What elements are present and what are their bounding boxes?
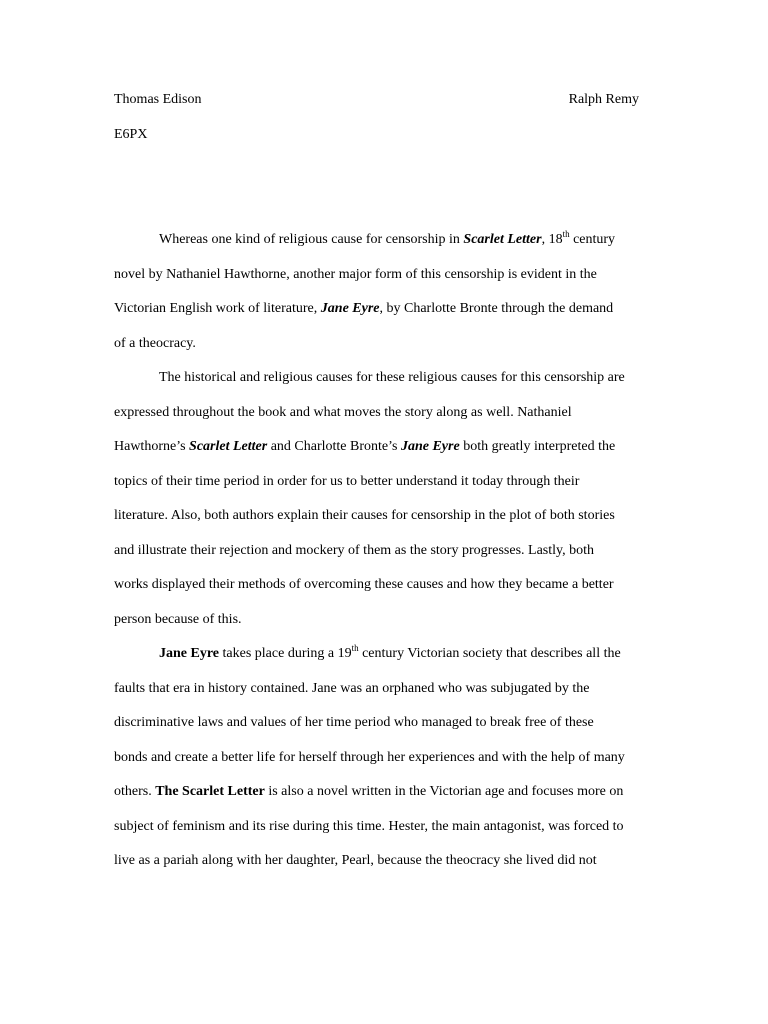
superscript-text: th <box>351 643 359 653</box>
superscript-text: th <box>562 229 570 239</box>
line-text: Victorian English work of literature, <box>114 301 321 316</box>
essay-line <box>114 396 655 431</box>
essay-line <box>114 223 655 258</box>
line-text: and illustrate their rejection and mockery of them as the story progresses. Lastly, both <box>114 542 595 558</box>
line-text: takes place during a 19 <box>219 646 352 661</box>
line-text: Whereas one kind of religious cause for censorship in <box>159 232 464 247</box>
teacher-name: Ralph Remy <box>568 92 639 107</box>
title-text: Jane Eyre <box>159 646 220 661</box>
line-text: person because of this. <box>114 611 242 627</box>
line-text: century <box>569 232 616 247</box>
essay-line <box>114 672 655 707</box>
line-text: , by Charlotte Bronte through the demand <box>379 301 614 316</box>
essay-line <box>114 741 655 776</box>
essay-line <box>114 292 655 327</box>
title-text: Jane Eyre <box>320 301 380 316</box>
line-text: both greatly interpreted the <box>459 439 616 454</box>
essay-body <box>114 223 655 879</box>
line-text: works displayed their methods of overcoming these causes and how they became a better <box>114 577 614 592</box>
line-text: literature. Also, both authors explain their causes for censorship in the plot of both stories <box>114 508 615 523</box>
essay-line <box>114 430 655 465</box>
title-text: Scarlet Letter <box>463 232 542 247</box>
line-text: Hawthorne’s <box>114 439 190 454</box>
line-text: discriminative laws and values of her time period who managed to break free of these <box>114 715 594 730</box>
title-text: Jane Eyre <box>400 439 460 454</box>
line-text: century Victorian society that describes all the <box>358 646 621 661</box>
essay-line <box>114 534 655 569</box>
line-text: live as a pariah along with her daughter, Pearl, because the theocracy she lived did not <box>114 853 597 868</box>
line-text: topics of their time period in order for us to better understand it today through their <box>114 473 580 489</box>
essay-line <box>114 706 655 741</box>
line-text: others. <box>114 784 156 799</box>
line-text: bonds and create a better life for herself through her experiences and with the help of many <box>114 749 625 765</box>
author-name: Thomas Edison <box>114 92 202 107</box>
essay-line <box>114 844 655 879</box>
essay-line <box>114 499 655 534</box>
line-text: , 18 <box>541 232 563 247</box>
line-text: subject of feminism and its rise during this time. Hester, the main antagonist, was forced to <box>114 818 624 834</box>
line-text: The historical and religious causes for these religious causes for this censorship are <box>159 370 625 385</box>
line-text: faults that era in history contained. Jane was an orphaned who was subjugated by the <box>114 680 590 696</box>
line-text: is also a novel written in the Victorian age and focuses more on <box>264 784 624 799</box>
essay-line <box>114 637 655 672</box>
essay-line <box>114 258 655 293</box>
essay-line <box>114 568 655 603</box>
course-code: E6PX <box>114 127 148 142</box>
title-text: The Scarlet Letter <box>155 784 265 799</box>
essay-line <box>114 327 655 362</box>
essay-line <box>114 361 655 396</box>
essay-line <box>114 810 655 845</box>
essay-line <box>114 465 655 500</box>
line-text: and Charlotte Bronte’s <box>267 439 401 454</box>
line-text: novel by Nathaniel Hawthorne, another major form of this censorship is evident in the <box>114 266 597 282</box>
line-text: expressed throughout the book and what moves the story along as well. Nathaniel <box>114 404 572 420</box>
essay-line <box>114 603 655 638</box>
title-text: Scarlet Letter <box>189 439 268 454</box>
essay-line <box>114 775 655 810</box>
line-text: of a theocracy. <box>114 335 196 351</box>
